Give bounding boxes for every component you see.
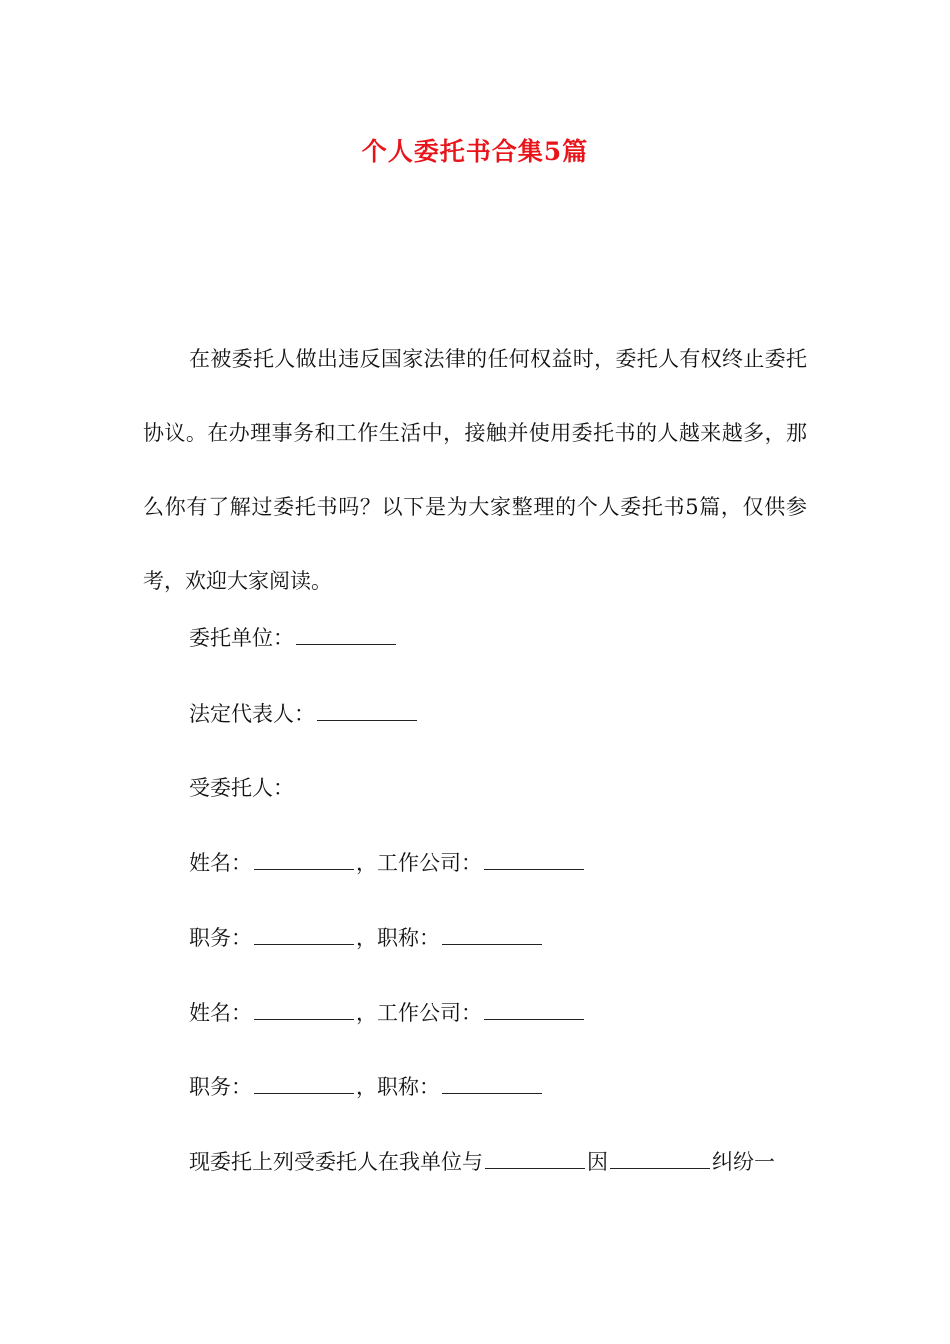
person-1-title-blank[interactable] (442, 943, 542, 945)
person-2-name-label: 姓名： (189, 1001, 252, 1025)
person-1-title-separator: ， (356, 926, 377, 950)
person-2-duty-line (189, 1069, 544, 1105)
person-2-title-label: 职称： (377, 1075, 440, 1099)
person-1-company-separator: ， (356, 851, 377, 875)
person-1-duty-line (189, 920, 544, 956)
person-1-duty-label: 职务： (189, 926, 252, 950)
person-2-company-blank[interactable] (484, 1018, 584, 1020)
person-2-duty-blank[interactable] (254, 1092, 354, 1094)
entrusting-unit-blank[interactable] (296, 643, 396, 645)
trustee-label: 受委托人： (189, 776, 294, 800)
counterparty-blank[interactable] (485, 1167, 585, 1169)
entrusting-unit-label: 委托单位： (189, 626, 294, 650)
person-1-name-label: 姓名： (189, 851, 252, 875)
person-2-title-blank[interactable] (442, 1092, 542, 1094)
person-1-title-label: 职称： (377, 926, 440, 950)
legal-representative-line (189, 696, 419, 732)
person-2-duty-label: 职务： (189, 1075, 252, 1099)
legal-representative-label: 法定代表人： (189, 702, 315, 726)
delegation-line (189, 1144, 775, 1180)
person-1-name-line (189, 845, 586, 881)
person-1-name-blank[interactable] (254, 868, 354, 870)
person-2-name-blank[interactable] (254, 1018, 354, 1020)
intro-paragraph: 在被委托人做出违反国家法律的任何权益时，委托人有权终止委托协议。在办理事务和工作生活中，接触并使用委托书的人越来越多，那么你有了解过委托书吗？以下是为大家整理的个人委托书5篇，仅供参考，欢迎大家阅读。 (143, 347, 807, 593)
person-2-name-line (189, 995, 586, 1031)
person-1-company-label: 工作公司： (377, 851, 482, 875)
entrusting-unit-line (189, 620, 398, 656)
delegation-text-part2: 因 (587, 1150, 608, 1174)
delegation-text-part1: 现委托上列受委托人在我单位与 (189, 1150, 483, 1174)
delegation-text-part3: 纠纷一 (712, 1150, 775, 1174)
document-title: 个人委托书合集5篇 (361, 137, 589, 166)
dispute-cause-blank[interactable] (610, 1167, 710, 1169)
person-2-company-label: 工作公司： (377, 1001, 482, 1025)
person-1-duty-blank[interactable] (254, 943, 354, 945)
person-2-company-separator: ， (356, 1001, 377, 1025)
person-1-company-blank[interactable] (484, 868, 584, 870)
person-2-title-separator: ， (356, 1075, 377, 1099)
trustee-heading (189, 770, 294, 806)
legal-representative-blank[interactable] (317, 719, 417, 721)
